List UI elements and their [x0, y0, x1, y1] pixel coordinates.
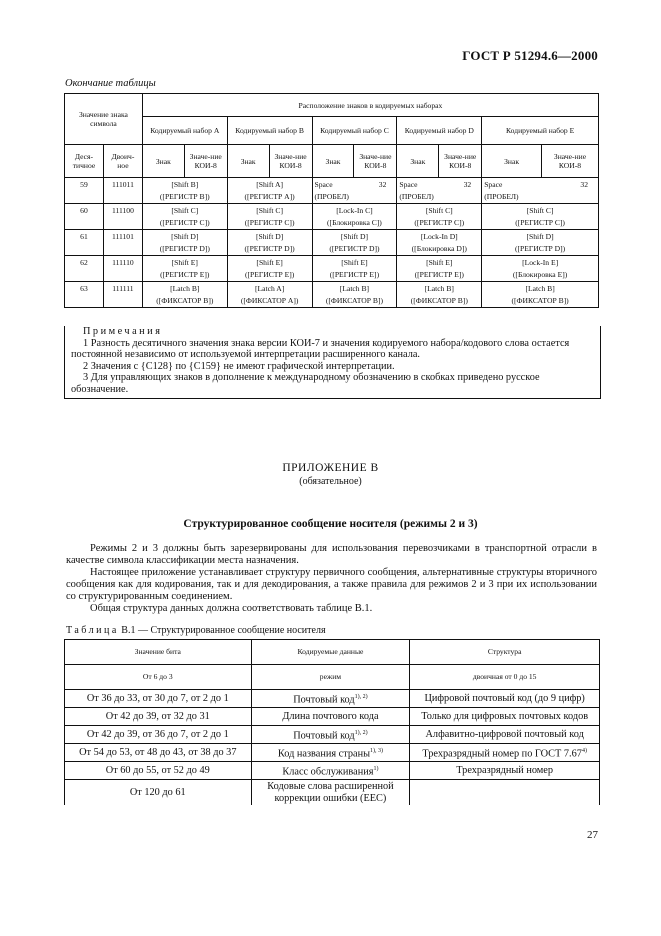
- data-cell: [251, 762, 410, 780]
- cell-sign: [Shift D]: [171, 231, 199, 241]
- data-cell: [251, 780, 410, 806]
- row-binary: 111011: [103, 178, 142, 204]
- note-item: 3 Для управляющих знаков в дополнение к международному обозначению в скобках приведено русское обозначение.: [71, 372, 540, 395]
- cell-sign-ru: ([РЕГИСТР C]): [244, 218, 295, 228]
- col-header-data: Кодируемые данные: [251, 640, 410, 665]
- cell-sign: [Shift D]: [256, 231, 284, 241]
- cell-sign-ru: ([РЕГИСТР E]): [160, 270, 210, 280]
- bits-cell: [65, 690, 252, 708]
- bits-cell: [65, 726, 252, 744]
- set-cell: [312, 269, 397, 282]
- set-cell: [227, 256, 312, 269]
- row-binary: 111111: [103, 282, 142, 308]
- set-cell: [142, 256, 227, 269]
- set-cell: [397, 191, 482, 204]
- set-cell: [227, 230, 312, 243]
- col-header-structure: Структура: [410, 640, 600, 665]
- subheader-structure: двоичная от 0 до 15: [410, 665, 600, 690]
- set-cell: [312, 204, 397, 217]
- cell-koi-value: 32: [463, 179, 472, 189]
- appendix-title: ПРИЛОЖЕНИЕ В: [282, 462, 379, 474]
- set-cell: [482, 178, 599, 191]
- cell-sign-ru: ([РЕГИСТР D]): [159, 244, 210, 254]
- set-cell: [312, 217, 397, 230]
- set-cell: [482, 217, 599, 230]
- set-cell: [142, 243, 227, 256]
- cell-sign: [Latch B]: [525, 283, 555, 293]
- col-header-bits: Значение бита: [65, 640, 252, 665]
- cell-sign-ru: ([РЕГИСТР B]): [159, 192, 210, 202]
- cell-sign-ru: ([ФИКСАТОР B]): [156, 296, 214, 306]
- header-set-a: Кодируемый набор А: [142, 117, 227, 145]
- cell-sign: [Shift E]: [256, 257, 283, 267]
- data-cell-text: Почтовый код: [293, 693, 355, 705]
- cell-sign: [Lock-In C]: [336, 205, 373, 215]
- set-cell: [312, 295, 397, 308]
- bits-cell-text: От 42 до 39, от 36 до 7, от 2 до 1: [86, 728, 229, 740]
- set-cell: [227, 282, 312, 295]
- set-cell: [397, 217, 482, 230]
- header-koi: Значе-ние КОИ-8: [542, 145, 599, 178]
- data-cell: [251, 690, 410, 708]
- appendix-body: [66, 543, 597, 614]
- bits-cell-text: От 36 до 33, от 30 до 7, от 2 до 1: [86, 692, 229, 704]
- set-cell: [312, 191, 397, 204]
- set-cell: [227, 191, 312, 204]
- bits-cell-text: От 60 до 55, от 52 до 49: [105, 764, 210, 776]
- subheader-data: режим: [251, 665, 410, 690]
- header-set-e: Кодируемый набор Е: [482, 117, 599, 145]
- row-decimal: 59: [65, 178, 104, 204]
- structure-cell-text: Только для цифровых почтовых кодов: [421, 710, 589, 722]
- header-value: Значение знака символа: [65, 94, 143, 145]
- set-cell: [142, 269, 227, 282]
- table-caption: Окончание таблицы: [65, 78, 156, 89]
- footnote-ref: 1), 2): [354, 693, 368, 700]
- header-sign: Знак: [142, 145, 184, 178]
- table-notes: [64, 326, 601, 399]
- set-cell: [142, 204, 227, 217]
- cell-sign: [Shift A]: [256, 179, 284, 189]
- cell-sign-ru: ([ФИКСАТОР А]): [240, 296, 299, 306]
- cell-sign-ru: ([Блокировка C]): [327, 218, 382, 228]
- cell-sign-ru: ([РЕГИСТР А]): [244, 192, 295, 202]
- cell-sign: [Lock-In E]: [522, 257, 559, 267]
- set-cell: [482, 282, 599, 295]
- character-sets-table: [64, 93, 599, 308]
- cell-sign-ru: ([РЕГИСТР C]): [515, 218, 565, 228]
- data-cell: [251, 708, 410, 726]
- set-cell: [482, 256, 599, 269]
- set-cell: [482, 243, 599, 256]
- structure-cell: [410, 762, 600, 780]
- footnote-ref: 1), 3): [370, 747, 383, 754]
- paragraph: Настоящее приложение устанавливает структуру первичного сообщения, альтернативные структуры вторичного сообщения как для кодирования, так и для декодирования, а также правила для режимов 2 и 3 при их использовании со структурированным соединением.: [66, 566, 597, 602]
- row-binary: 111100: [103, 204, 142, 230]
- bits-cell-text: От 42 до 39, от 32 до 31: [105, 710, 210, 722]
- section-title: [0, 518, 661, 530]
- set-cell: [397, 178, 482, 191]
- set-cell: [142, 217, 227, 230]
- set-cell: [142, 178, 227, 191]
- row-decimal: 62: [65, 256, 104, 282]
- footnote-ref: 1), 2): [354, 729, 368, 736]
- header-sign: Знак: [312, 145, 354, 178]
- set-cell: [482, 230, 599, 243]
- row-binary: 111110: [103, 256, 142, 282]
- set-cell: [397, 295, 482, 308]
- set-cell: [482, 191, 599, 204]
- set-cell: [312, 230, 397, 243]
- set-cell: [142, 230, 227, 243]
- set-cell: [397, 243, 482, 256]
- notes-title: Примечания: [83, 326, 163, 337]
- header-koi: Значе-ние КОИ-8: [439, 145, 482, 178]
- set-cell: [482, 295, 599, 308]
- cell-sign: [Shift C]: [526, 205, 554, 215]
- header-sign: Знак: [397, 145, 439, 178]
- set-cell: [227, 269, 312, 282]
- cell-sign-ru: ([РЕГИСТР D]): [244, 244, 295, 254]
- header-sign: Знак: [482, 145, 542, 178]
- carrier-message-table: [64, 639, 600, 805]
- cell-koi-value: 32: [378, 179, 387, 189]
- set-cell: [397, 282, 482, 295]
- row-decimal: 63: [65, 282, 104, 308]
- cell-sign: [Shift D]: [340, 231, 369, 241]
- cell-sign: [Shift E]: [426, 257, 453, 267]
- set-cell: [142, 295, 227, 308]
- header-koi: Значе-ние КОИ-8: [184, 145, 227, 178]
- document-code: ГОСТ Р 51294.6—2000: [462, 48, 598, 63]
- cell-sign-ru: ([ФИКСАТОР B]): [410, 296, 468, 306]
- footnote-ref: 4): [581, 747, 587, 754]
- paragraph: Общая структура данных должна соответствовать таблице В.1.: [90, 602, 373, 614]
- row-decimal: 61: [65, 230, 104, 256]
- data-cell-text: Почтовый код: [293, 729, 355, 741]
- bits-cell-text: От 54 до 53, от 48 до 43, от 38 до 37: [79, 746, 237, 758]
- structure-cell: [410, 726, 600, 744]
- header-koi: Значе-ние КОИ-8: [269, 145, 312, 178]
- section-title-main: Структурированное сообщение носителя: [183, 518, 397, 530]
- structure-cell-text: Алфавитно-цифровой почтовый код: [425, 728, 584, 740]
- table-b1-caption-rest: В.1 — Структурированное сообщение носителя: [118, 625, 326, 636]
- cell-sign: [Shift C]: [425, 205, 453, 215]
- data-cell: [251, 744, 410, 762]
- set-cell: [312, 243, 397, 256]
- section-title-suffix: (режимы 2 и 3): [397, 518, 478, 530]
- header-layout: Расположение знаков в кодируемых наборах: [142, 94, 598, 117]
- header-set-b: Кодируемый набор В: [227, 117, 312, 145]
- set-cell: [312, 282, 397, 295]
- footnote-ref: 1): [373, 765, 379, 772]
- set-cell: [482, 204, 599, 217]
- cell-sign-ru: ([ФИКСАТОР B]): [511, 296, 569, 306]
- set-cell: [227, 178, 312, 191]
- bits-cell-text: От 120 до 61: [129, 786, 186, 798]
- cell-sign: [Shift C]: [171, 205, 199, 215]
- cell-sign-ru: ([Блокировка E]): [512, 270, 568, 280]
- cell-sign-ru: ([РЕГИСТР E]): [329, 270, 380, 280]
- set-cell: [142, 191, 227, 204]
- structure-cell: [410, 708, 600, 726]
- appendix-subtitle: (обязательное): [299, 476, 362, 487]
- structure-cell: [410, 690, 600, 708]
- bits-cell: [65, 780, 252, 806]
- set-cell: [397, 256, 482, 269]
- set-cell: [142, 282, 227, 295]
- paragraph: Режимы 2 и 3 должны быть зарезервированы для использования перевозчиками в транспортной отрасли в качестве символа классификации места назначения.: [66, 543, 597, 566]
- cell-sign: [Latch A]: [254, 283, 285, 293]
- cell-sign: [Latch B]: [339, 283, 370, 293]
- cell-sign-ru: ([РЕГИСТР D]): [329, 244, 380, 254]
- header-sign: Знак: [227, 145, 269, 178]
- bits-cell: [65, 762, 252, 780]
- cell-sign: [Latch B]: [170, 283, 200, 293]
- bits-cell: [65, 708, 252, 726]
- cell-sign: [Shift E]: [171, 257, 198, 267]
- data-cell-text: Длина почтового кода: [282, 710, 379, 722]
- cell-sign-ru: (ПРОБЕЛ): [314, 192, 349, 202]
- cell-sign: [Shift C]: [256, 205, 284, 215]
- set-cell: [227, 204, 312, 217]
- set-cell: [312, 178, 397, 191]
- set-cell: [227, 217, 312, 230]
- note-item: 2 Значения с {С128} по {С159} не имеют графической интерпретации.: [83, 360, 395, 372]
- note-item: 1 Разность десятичного значения знака версии КОИ-7 и значения кодируемого набора/кодового слова остается постоянной независимо от используемой интерпретации расширенного канала.: [71, 337, 570, 361]
- structure-cell-text: Цифровой почтовый код (до 9 цифр): [424, 692, 585, 704]
- row-binary: 111101: [103, 230, 142, 256]
- header-decimal: Деся-тичное: [65, 145, 104, 178]
- bits-cell: [65, 744, 252, 762]
- header-set-c: Кодируемый набор С: [312, 117, 397, 145]
- page-number: 27: [587, 829, 598, 841]
- structure-cell: [410, 780, 600, 806]
- cell-sign-ru: ([Блокировка D]): [411, 244, 467, 254]
- set-cell: [312, 256, 397, 269]
- set-cell: [227, 243, 312, 256]
- cell-koi-value: 32: [580, 179, 588, 189]
- set-cell: [397, 230, 482, 243]
- cell-sign-ru: (ПРОБЕЛ): [399, 192, 434, 202]
- cell-sign-ru: ([РЕГИСТР C]): [159, 218, 210, 228]
- cell-sign: [Shift B]: [171, 179, 199, 189]
- cell-sign-ru: ([ФИКСАТОР B]): [325, 296, 384, 306]
- data-cell: [251, 726, 410, 744]
- cell-sign-ru: ([РЕГИСТР E]): [244, 270, 295, 280]
- structure-cell-text: Трехразрядный номер: [456, 764, 554, 776]
- row-decimal: 60: [65, 204, 104, 230]
- cell-sign: Space: [399, 179, 418, 189]
- set-cell: [397, 269, 482, 282]
- cell-sign-ru: ([РЕГИСТР D]): [515, 244, 566, 254]
- cell-sign: [Shift E]: [341, 257, 368, 267]
- cell-sign: [Shift D]: [526, 231, 554, 241]
- cell-sign: [Lock-In D]: [420, 231, 458, 241]
- structure-cell-text: Трехразрядный номер по ГОСТ 7.67: [422, 747, 582, 759]
- set-cell: [397, 204, 482, 217]
- cell-sign-ru: (ПРОБЕЛ): [484, 192, 519, 202]
- cell-sign-ru: ([РЕГИСТР C]): [414, 218, 465, 228]
- header-koi: Значе-ние КОИ-8: [354, 145, 397, 178]
- subheader-bits: От 6 до 3: [65, 665, 252, 690]
- data-cell-text: Класс обслуживания: [282, 765, 374, 777]
- data-cell-text: Кодовые слова расширенной коррекции ошибки (ЕЕС): [267, 781, 394, 804]
- header-set-d: Кодируемый набор D: [397, 117, 482, 145]
- set-cell: [227, 295, 312, 308]
- cell-sign: [Latch B]: [424, 283, 454, 293]
- table-b1-caption: [66, 625, 326, 636]
- set-cell: [482, 269, 599, 282]
- data-cell-text: Код названия страны: [277, 747, 370, 759]
- table-b1-caption-label: Таблица: [66, 625, 119, 636]
- structure-cell: [410, 744, 600, 762]
- cell-sign: Space: [314, 179, 333, 189]
- cell-sign-ru: ([РЕГИСТР E]): [414, 270, 464, 280]
- cell-sign: Space: [484, 179, 503, 189]
- header-binary: Двоич-ное: [103, 145, 142, 178]
